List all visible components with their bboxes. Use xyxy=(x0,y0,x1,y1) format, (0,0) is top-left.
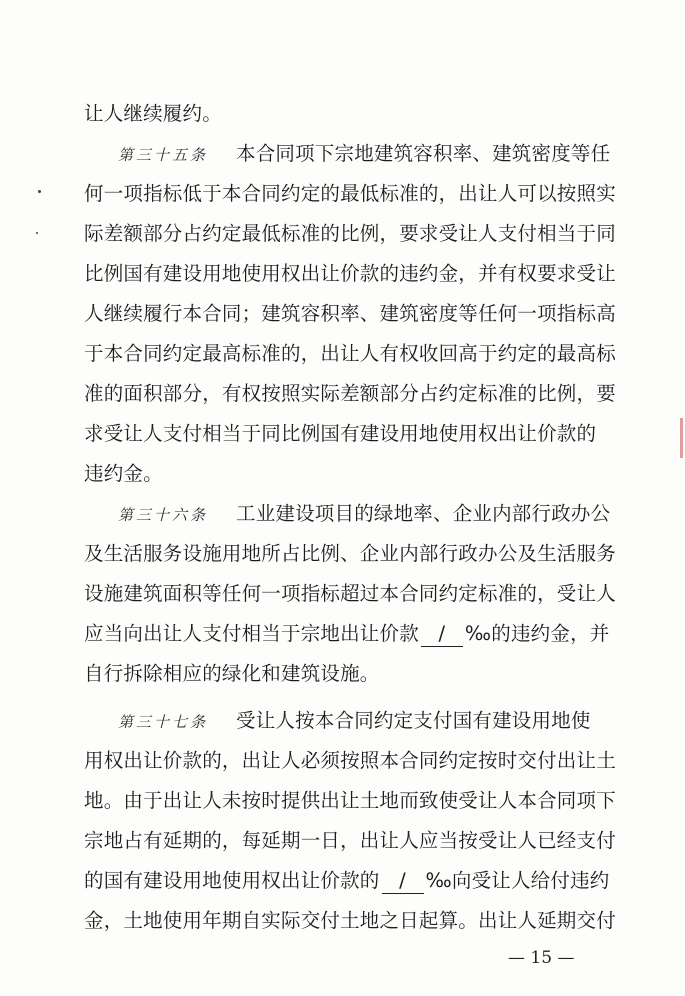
fill-in-blank: / xyxy=(421,622,463,647)
line-text: 本合同项下宗地建筑容积率、建筑密度等任 xyxy=(236,142,611,165)
text-line xyxy=(84,659,604,689)
text-line xyxy=(84,219,616,249)
line-text: 比例国有建设用地使用权出让价款的违约金，并有权要求受让 xyxy=(84,262,616,285)
line-text: 让人继续履约。 xyxy=(84,102,222,125)
article-35-line xyxy=(118,139,638,170)
line-text: 用权出让价款的，出让人必须按照本合同约定按时交付出让土 xyxy=(84,749,616,772)
line-text: 应当向出让人支付相当于宗地出让价款 xyxy=(84,622,419,645)
article-37-line xyxy=(118,706,638,737)
line-text: 宗地占有延期的，每延期一日，出让人应当按受让人已经支付 xyxy=(84,829,616,852)
article-37-heading: 第三十七条 xyxy=(118,713,209,731)
text-line xyxy=(84,339,616,369)
text-line xyxy=(84,906,616,936)
line-text: 设施建筑面积等任何一项指标超过本合同约定标准的，受让人 xyxy=(84,582,616,605)
line-text: 受让人按本合同约定支付国有建设用地使 xyxy=(236,709,591,732)
line-text: 人继续履行本合同；建筑容积率、建筑密度等任何一项指标高 xyxy=(84,302,616,325)
text-line xyxy=(84,826,616,856)
text-line xyxy=(84,746,616,776)
scan-speck xyxy=(38,190,41,193)
line-text: 及生活服务设施用地所占比例、企业内部行政办公及生活服务 xyxy=(84,542,616,565)
text-line xyxy=(84,419,604,449)
scan-speck xyxy=(36,232,38,234)
article-36-line xyxy=(118,499,638,530)
scan-edge-mark xyxy=(680,418,683,458)
article-36-heading: 第三十六条 xyxy=(118,506,209,524)
line-text: 违约金。 xyxy=(84,462,163,485)
text-line xyxy=(84,259,616,289)
line-text: 自行拆除相应的绿化和建筑设施。 xyxy=(84,662,380,685)
line-text: 际差额部分占约定最低标准的比例，要求受让人支付相当于同 xyxy=(84,222,616,245)
text-line xyxy=(84,459,604,489)
fill-in-blank: / xyxy=(382,869,424,894)
line-text: ‰向受让人给付违约 xyxy=(425,869,610,892)
line-text: 的国有建设用地使用权出让价款的 xyxy=(84,869,380,892)
text-line xyxy=(84,786,616,816)
article-35-heading: 第三十五条 xyxy=(118,146,209,164)
text-line xyxy=(84,866,610,896)
text-line xyxy=(84,379,616,409)
text-line xyxy=(84,579,616,609)
line-text: 于本合同约定最高标准的，出让人有权收回高于约定的最高标 xyxy=(84,342,616,365)
line-text: 准的面积部分，有权按照实际差额部分占约定标准的比例，要 xyxy=(84,382,616,405)
line-text: 金，土地使用年期自实际交付土地之日起算。出让人延期交付 xyxy=(84,909,616,932)
line-text: 求受让人支付相当于同比例国有建设用地使用权出让价款的 xyxy=(84,422,597,445)
text-line xyxy=(84,179,616,209)
text-line xyxy=(84,299,616,329)
text-line xyxy=(84,99,604,129)
page-number: — 15 — xyxy=(508,948,575,968)
text-line xyxy=(84,539,616,569)
line-text: 何一项指标低于本合同约定的最低标准的，出让人可以按照实 xyxy=(84,182,616,205)
line-text: 地。由于出让人未按时提供出让土地而致使受让人本合同项下 xyxy=(84,789,616,812)
line-text: 工业建设项目的绿地率、企业内部行政办公 xyxy=(236,502,611,525)
text-line xyxy=(84,619,610,649)
line-text: ‰的违约金，并 xyxy=(464,622,610,645)
